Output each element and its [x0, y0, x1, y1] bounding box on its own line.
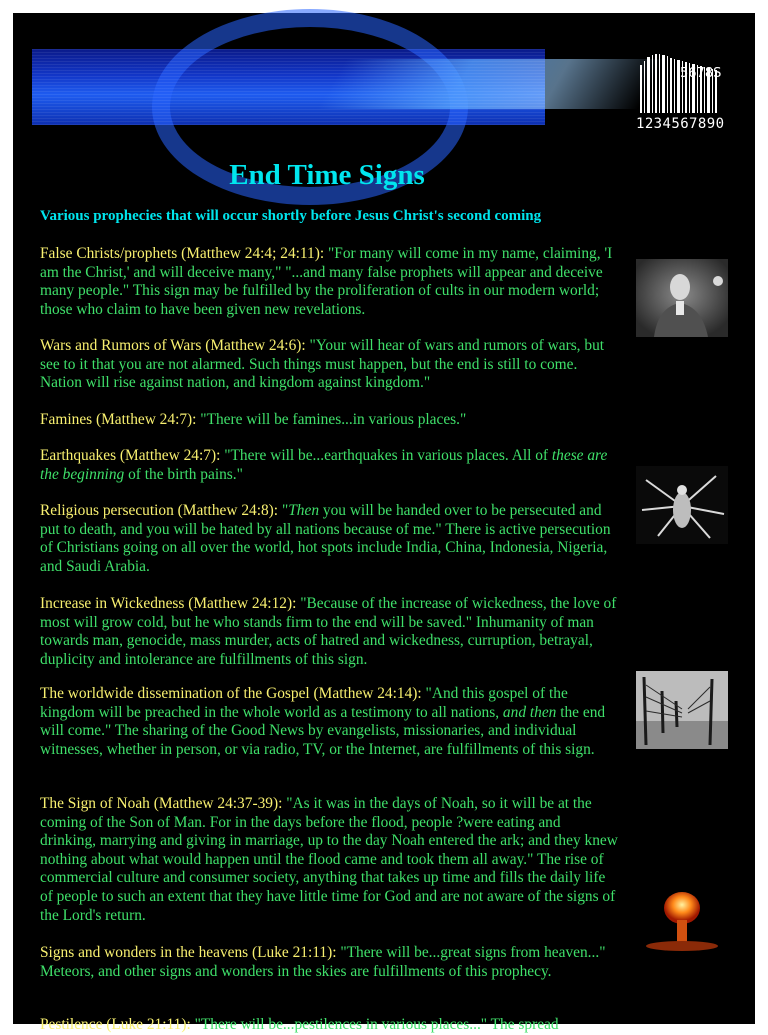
sign-pestilence — [40, 1016, 620, 1035]
sign-text: "As it was in the days of Noah, so it will be at the coming of the Son of Man. For in the days before the flood, people ?were eating and drinking, marrying and giving in marriage, up to the day Noah entered the ark; and they knew nothing about what would happen until the flood came and took them all away." The rise of commercial culture and consumer society, anything that takes up time and fills the daily life of people to such an extent that they have little time for God and are not aware of the signs of the Lord's return. — [40, 795, 618, 924]
sign-heading: Earthquakes (Matthew 24:7): — [40, 447, 221, 464]
sign-heading: Pestilence (Luke 21:11): — [40, 1016, 191, 1033]
sign-heading: False Christs/prophets (Matthew 24:4; 24:11): — [40, 245, 325, 262]
sign-text: "There will be...great signs from heaven..." Meteors, and other signs and wonders in the skies are fulfillments of this prophecy. — [40, 944, 606, 980]
sign-text: "There will be...pestilences in various places..." The spread — [190, 1016, 559, 1033]
sign-heading: Wars and Rumors of Wars (Matthew 24:6): — [40, 337, 306, 354]
angel-photo — [636, 466, 728, 544]
page — [13, 13, 755, 1033]
sign-heading: Signs and wonders in the heavens (Luke 21:11): — [40, 944, 337, 961]
page-subtitle: Various prophecies that will occur shortly before Jesus Christ's second coming — [40, 208, 542, 224]
page-title: End Time Signs — [229, 159, 425, 191]
sign-heading: The Sign of Noah (Matthew 24:37-39): — [40, 795, 283, 812]
sign-text-emphasis: and then — [502, 703, 557, 721]
sign-famines — [40, 411, 620, 430]
sign-text-emphasis: these are the beginning — [40, 447, 608, 483]
dictator-photo — [636, 259, 728, 337]
sign-text: the end will come." The sharing of the Good News by evangelists, missionaries, and individual witnesses, whether in person, or via radio, TV, or the Internet, are fulfillments of this sign. — [40, 703, 606, 758]
sign-text: "And this gospel of the kingdom will be preached in the whole world as a testimony to all nations, — [40, 685, 568, 721]
sign-text: "There will be...earthquakes in various places. All of — [220, 447, 552, 464]
sign-text: "For many will come in my name, claiming, 'I am the Christ,' and will deceive many," "...and many false prophets will appear and deceive many people." This sign may be fulfilled by the proliferation of cults in our modern world; those who claim to have been given new revelations. — [40, 245, 613, 318]
sign-gospel — [40, 685, 620, 759]
sign-text-emphasis: Then — [288, 502, 320, 519]
sign-wickedness — [40, 595, 620, 669]
sign-noah — [40, 795, 620, 925]
barcode-top-digits: 5678S — [680, 66, 722, 81]
sign-heading: The worldwide dissemination of the Gospel (Matthew 24:14): — [40, 685, 422, 702]
sign-heading: Increase in Wickedness (Matthew 24:12): — [40, 595, 297, 612]
sign-heading: Religious persecution (Matthew 24:8): — [40, 502, 279, 519]
sign-earthquakes — [40, 447, 620, 484]
nuclear-explosion-photo — [636, 878, 728, 956]
sign-heading: Famines (Matthew 24:7): — [40, 411, 197, 428]
sign-text: you will be handed over to be persecuted and put to death, and you will be hated by all nations because of me." There is active persecution of Christians going on all over the world, hot spots include India, China, Indonesia, Nigeria, and Saudi Arabia. — [40, 502, 611, 575]
sign-text: of the birth pains." — [124, 465, 243, 483]
barcode-image — [636, 51, 728, 131]
header-banner-image — [32, 49, 545, 125]
sign-text: "There will be famines...in various places." — [196, 411, 467, 428]
camp-fence-photo — [636, 671, 728, 749]
barcode-digits: 1234567890 — [636, 116, 724, 132]
sign-persecution — [40, 502, 620, 576]
sign-heavens — [40, 944, 620, 981]
sign-text: " — [278, 502, 289, 519]
sign-wars — [40, 337, 620, 393]
sign-text: "Your will hear of wars and rumors of wars, but see to it that you are not alarmed. Such things must happen, but the end is still to come. Nation will rise against nation, and kingdom against kingdom." — [40, 337, 605, 392]
sign-false-christs — [40, 245, 620, 319]
sign-text: "Because of the increase of wickedness, the love of most will grow cold, but he who stands firm to the end will be saved." Inhumanity of man towards man, genocide, mass murder, acts of hatred and wickedness, curruption, betrayal, duplicity and intolerance are fulfillments of this sign. — [40, 595, 617, 668]
